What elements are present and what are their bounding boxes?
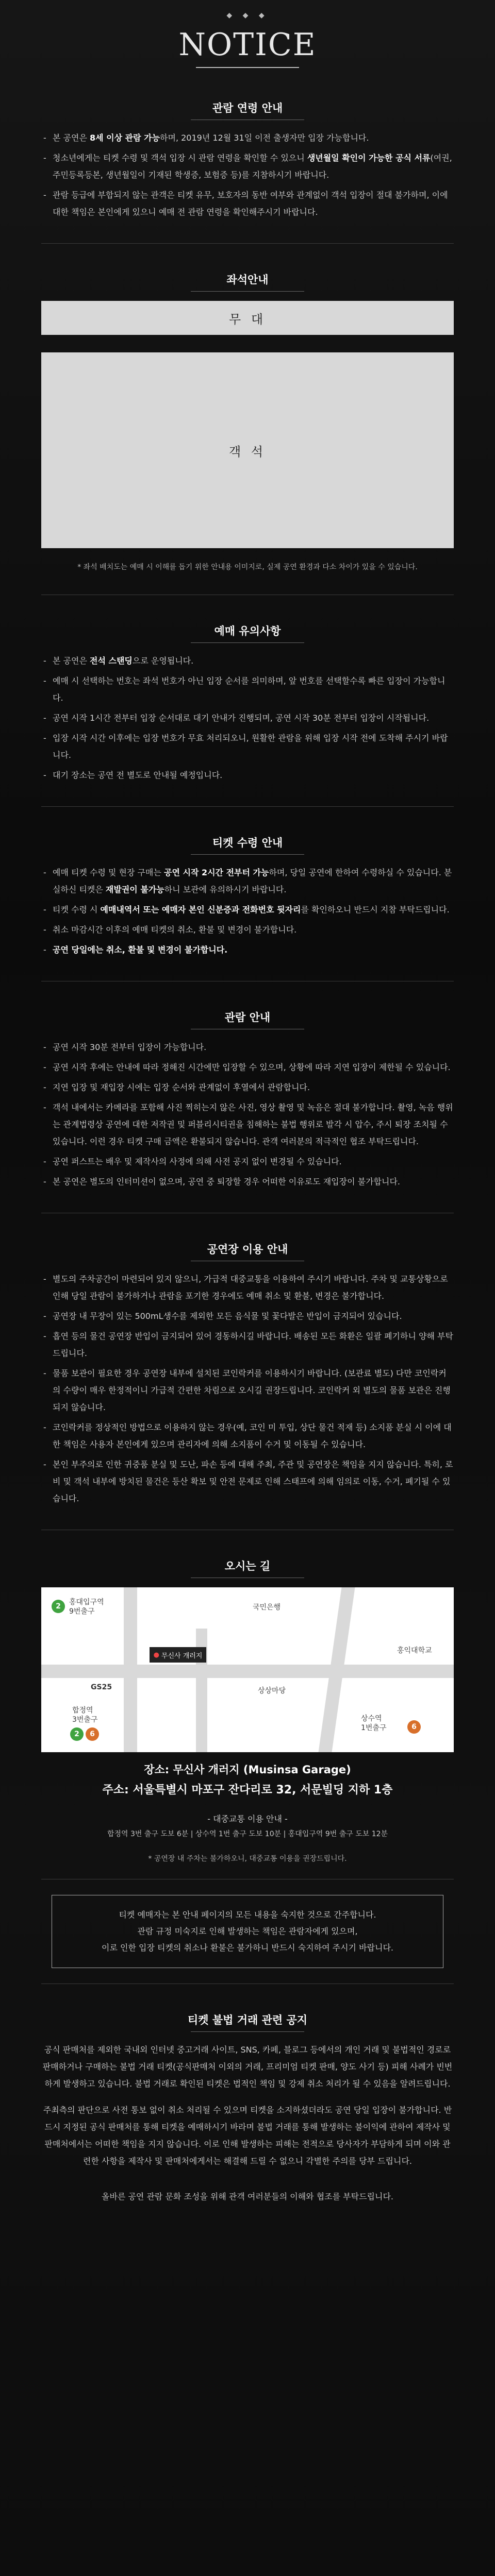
notice-item	[41, 187, 454, 221]
item-text: 본 공연은	[53, 133, 90, 143]
notice-item	[41, 864, 454, 898]
facility-section	[0, 1234, 495, 1507]
map-label-sangsang: 상상마당	[258, 1687, 286, 1695]
age-list	[41, 129, 454, 221]
notice-item	[41, 941, 454, 958]
divider	[41, 243, 454, 244]
viewing-section	[0, 1002, 495, 1190]
map-label-venue: 무신사 개러지	[161, 1652, 203, 1660]
notice-item: - 물품 보관이 필요한 경우 공연장 내부에 설치된 코인락커를 이용하시기 바랍니다. (보관료 별도) 다만 코인락커의 수량이 매우 한정적이니 가급적 간편한 차림으로 오시길 권장드립니다. 코인락커 외 별도의 물품 보관은 진행되지 않습니다.	[41, 1365, 454, 1416]
map-label-university: 홍익대학교	[397, 1647, 432, 1655]
map-road-vertical-left	[124, 1587, 137, 1752]
notice-item: - 공연 퍼스트는 배우 및 제작사의 사정에 의해 사전 공지 없이 변경될 수 있습니다.	[41, 1153, 454, 1170]
notice-item: - 공연 시작 30분 전부터 입장이 가능합니다.	[41, 1039, 454, 1056]
emphasis-text: 전석 스탠딩	[90, 656, 133, 666]
ticket-list	[41, 864, 454, 958]
notice-item: - 코인락커를 정상적인 방법으로 이용하지 않는 경우(예, 코인 미 투입, 상단 물건 적재 등) 소지품 분실 시 이에 대한 책임은 사용자 본인에게 있으며 관리자에 의해 소지품이 수거 및 이동될 수 있습니다.	[41, 1419, 454, 1453]
line2-badge: 2	[70, 1727, 84, 1741]
map-road-horizontal	[41, 1665, 454, 1678]
illegal-paragraph: 주최측의 판단으로 사전 통보 없이 취소 처리될 수 있으며 티켓을 소지하셨더라도 공연 당일 입장이 불가합니다. 반드시 지정된 공식 판매처를 통해 티켓을 예매하시기 바라며 불법 거래를 통해 발생하는 불이익에 관하여 제작사 및 판매처에서는 어떠한 책임을 지지 않습니다. 이로 인해 발생하는 피해는 전적으로 당사자가 부담하게 되며 이와 관련한 사항을 제작사 및 판매처에게서는 해결해 드릴 수 없으니 각별한 주의를 당부 드립니다.	[43, 2105, 452, 2166]
page-title: NOTICE	[178, 27, 317, 63]
agreement-line: 이로 인한 입장 티켓의 취소나 환불은 불가하니 반드시 숙지하여 주시기 바랍니다.	[102, 1943, 393, 1953]
transit-note: * 공연장 내 주차는 불가하오니, 대중교통 이용을 권장드립니다.	[148, 1855, 347, 1863]
notice-item	[41, 149, 454, 183]
notice-item: - 본 공연은 별도의 인터미션이 없으며, 공연 중 퇴장할 경우 어떠한 이유로도 재입장이 불가합니다.	[41, 1173, 454, 1190]
item-text: 예매 티켓 수령 및 현장 구매는	[53, 868, 164, 877]
facility-list	[41, 1270, 454, 1507]
stage-block: 무 대	[41, 301, 454, 335]
viewing-title: 관람 안내	[41, 1002, 454, 1029]
transit-info: 합정역 3번 출구 도보 6분 | 상수역 1번 출구 도보 10분 | 홍대입구역 9번 출구 도보 12분	[107, 1830, 388, 1838]
seat-section	[0, 264, 495, 572]
booking-title: 예매 유의사항	[41, 616, 454, 643]
notice-item	[41, 129, 454, 146]
seat-title: 좌석안내	[41, 264, 454, 292]
line2-badge: 2	[52, 1600, 65, 1613]
map-label-hongik-station: 홍대입구역 9번출구	[69, 1598, 104, 1616]
audience-block: 객 석	[41, 352, 454, 548]
notice-item	[41, 730, 454, 764]
emphasis-text: 공연 당일에는 취소, 환불 및 변경이 불가합니다.	[53, 945, 228, 955]
map-label-sangsu: 상수역 1번출구	[361, 1715, 387, 1732]
location-pin-icon: ●	[153, 1651, 159, 1659]
item-text: 하며, 2019년 12월 31일 이전 출생자만 입장 가능합니다.	[160, 133, 369, 143]
agreement-box	[52, 1895, 443, 1968]
notice-item: - 공연장 내 무장이 있는 500mL생수를 제외한 모든 음식물 및 꽃다발은 반입이 금지되어 있습니다.	[41, 1308, 454, 1325]
venue-place: 장소: 무신사 개러지 (Musinsa Garage)	[144, 1764, 351, 1776]
notice-item: - 흡연 등의 물건 공연장 반입이 금지되어 있어 경동하시길 바랍니다. 배송된 모든 화환은 일괄 폐기하니 양해 부탁드립니다.	[41, 1328, 454, 1362]
map-label-hapjeong: 합정역 3번출구	[72, 1706, 98, 1724]
illegal-section	[0, 2005, 495, 2202]
agreement-line: 관람 규정 미숙지로 인해 발생하는 책임은 관람자에게 있으며,	[137, 1926, 358, 1936]
booking-section	[0, 616, 495, 784]
item-text: 하니 보관에 유의하시기 바랍니다.	[164, 885, 287, 894]
transit-title: - 대중교통 이용 안내 -	[207, 1814, 288, 1824]
item-text: 청소년에게는 티켓 수령 및 객석 입장 시 관람 연령을 확인할 수 있으니	[53, 153, 307, 163]
item-text: 으로 운영됩니다.	[132, 656, 194, 666]
location-map	[41, 1587, 454, 1752]
item-text: 공연 시작 1시간 전부터 입장 순서대로 대기 안내가 진행되며, 공연 시작 30분 전부터 입장이 시작됩니다.	[53, 713, 430, 723]
item-text: 입장 시작 시간 이후에는 입장 번호가 무효 처리되오니, 원활한 관람을 위해 입장 시작 전에 도착해 주시기 바랍니다.	[53, 733, 448, 760]
item-text: 대기 장소는 공연 전 별도로 안내될 예정입니다.	[53, 770, 223, 780]
notice-item	[41, 672, 454, 706]
item-text: 예매 시 선택하는 번호는 좌석 번호가 아닌 입장 순서를 의미하며, 앞 번호를 선택할수록 빠른 입장이 가능합니다.	[53, 676, 446, 703]
notice-item: - 별도의 주차공간이 마련되어 있지 않으니, 가급적 대중교통을 이용하여 주시기 바랍니다. 주차 및 교통상황으로 인해 당일 관람이 불가하거나 관람을 포기한 경우에도 예매 취소 및 환불, 변경은 불가합니다.	[41, 1270, 454, 1304]
booking-list	[41, 652, 454, 784]
notice-item: - 본인 부주의로 인한 귀중품 분실 및 도난, 파손 등에 대해 주최, 주관 및 공연장은 책임을 지지 않습니다. 특히, 로비 및 객석 내부에 방치된 물건은 등산 확보 및 안전 문제로 인해 스태프에 의해 임의로 이동, 수거, 폐기될 수 있습니다.	[41, 1456, 454, 1507]
notice-item	[41, 709, 454, 726]
notice-item	[41, 652, 454, 669]
header	[0, 0, 495, 77]
agreement-line: 티켓 예매자는 본 안내 페이지의 모든 내용을 숙지한 것으로 간주합니다.	[119, 1910, 376, 1920]
ticket-title: 티켓 수령 안내	[41, 827, 454, 855]
item-text: 관람 등급에 부합되지 않는 관객은 티켓 유무, 보호자의 동반 여부와 관계없이 객석 입장이 절대 불가하며, 이에 대한 책임은 본인에게 있으니 예매 전 관람 연령을 확인해주시기 바랍니다.	[53, 190, 448, 217]
notice-item: - 객석 내에서는 카메라를 포함해 사진 찍히는지 않은 사진, 영상 촬영 및 녹음은 절대 불가합니다. 촬영, 녹음 행위는 관계법령상 공연에 대한 저작권 및 퍼블리시티권을 침해하는 불법 행위로 발각 시 압수, 주시 퇴장 조치될 수 있습니다. 이런 경우 티켓 구매 금액은 환불되지 않습니다. 관객 여러분의 적극적인 협조 부탁드립니다.	[41, 1099, 454, 1150]
map-label-gs25: GS25	[91, 1683, 112, 1691]
footer-message: 올바른 공연 관람 문화 조성을 위해 관객 여러분들의 이해와 협조를 부탁드립니다.	[102, 2192, 393, 2201]
notice-item: - 지연 입장 및 재입장 시에는 입장 순서와 관계없이 후열에서 관람합니다.	[41, 1079, 454, 1096]
seat-note: * 좌석 배치도는 예매 시 이해를 돕기 위한 안내용 이미지로, 실제 공연 환경과 다소 차이가 있을 수 있습니다.	[77, 563, 418, 571]
item-text: 취소 마감시간 이후의 예매 티켓의 취소, 환불 및 변경이 불가합니다.	[53, 925, 297, 935]
item-text: 를 확인하오니 반드시 지참 부탁드립니다.	[301, 905, 450, 914]
facility-title: 공연장 이용 안내	[41, 1234, 454, 1261]
line6-badge: 6	[86, 1727, 99, 1741]
emphasis-text: 공연 시작 2시간 전부터 가능	[164, 868, 269, 877]
ticket-section	[0, 827, 495, 958]
item-text: 하며, 당일 공연에 한하여 수령하실 수 있습니다. 분실하신 티켓은	[53, 868, 452, 894]
directions-title: 오시는 길	[41, 1551, 454, 1578]
emphasis-text: 8세 이상 관람 가능	[90, 133, 160, 143]
map-venue-marker	[150, 1647, 206, 1663]
illegal-title: 티켓 불법 거래 관련 공지	[41, 2005, 454, 2032]
notice-item	[41, 921, 454, 938]
notice-item: - 공연 시작 후에는 안내에 따라 정해진 시간에만 입장할 수 있으며, 상황에 따라 지연 입장이 제한될 수 있습니다.	[41, 1059, 454, 1076]
venue-address: 주소: 서울특별시 마포구 잔다리로 32, 서문빌딩 지하 1층	[102, 1784, 393, 1797]
line6-badge: 6	[407, 1720, 421, 1734]
age-section	[0, 93, 495, 221]
directions-section	[0, 1551, 495, 1863]
emphasis-text: 생년월일 확인이 가능한 공식 서류	[307, 153, 431, 163]
emphasis-text: 예매내역서 또는 예매자 본인 신분증과 전화번호 뒷자리	[100, 905, 301, 914]
illegal-paragraph: 공식 판매처를 제외한 국내외 인터넷 중고거래 사이트, SNS, 카페, 블로그 등에서의 개인 거래 및 불법적인 경로로 판매하거나 구매하는 불법 거래 티켓(공식판매처 이외의 거래, 프리미엄 티켓 판매, 양도 사기 등) 피해 사례가 빈번하게 발생하고 있습니다. 불법 거래로 확인된 티켓은 법적인 책임 및 강제 취소 처리가 될 수 있음을 알려드립니다.	[42, 2045, 453, 2089]
item-text: 본 공연은	[53, 656, 90, 666]
title-ornament: ◆ ◆ ◆	[226, 11, 269, 20]
title-underline	[196, 67, 299, 68]
seat-map	[41, 301, 454, 548]
notice-item	[41, 901, 454, 918]
notice-item	[41, 767, 454, 784]
divider	[41, 806, 454, 807]
age-title: 관람 연령 안내	[41, 93, 454, 120]
item-text: 티켓 수령 시	[53, 905, 101, 914]
item-text: (여권, 주민등록등본, 생년월일이 기재된 학생증, 보험증 등)를 지참하시기 바랍니다.	[53, 153, 452, 180]
viewing-list	[41, 1039, 454, 1190]
map-label-bank: 국민은행	[253, 1603, 281, 1612]
emphasis-text: 재발권이 불가능	[105, 885, 164, 894]
